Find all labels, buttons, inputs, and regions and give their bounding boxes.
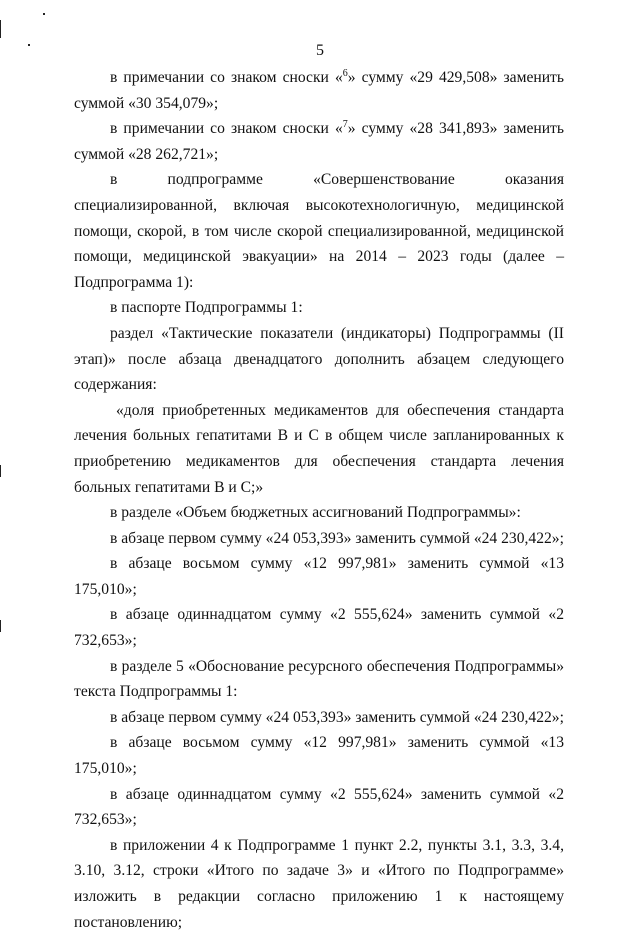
document-body xyxy=(74,65,564,935)
paragraph: раздел «Тактические показатели (индикаторы) Подпрограммы (II этап)» после абзаца двенадцатого дополнить абзацем следующего содержания: xyxy=(74,324,564,394)
paragraph: в абзаце первом сумму «24 053,393» заменить суммой «24 230,422»; xyxy=(110,529,564,547)
paragraph: в подпрограмме «Совершенствование оказания специализированной, включая высокотехнологичную, медицинской помощи, скорой, в том числе скорой специализированной, медицинской помощи, медицинской эвакуации» на 2014 – 2023 годы (далее – Подпрограмма 1): xyxy=(74,171,564,291)
paragraph: в абзаце одиннадцатом сумму «2 555,624» заменить суммой «2 732,653»; xyxy=(74,606,564,650)
scan-artifact xyxy=(0,620,1,632)
footnote-mark: 7 xyxy=(342,119,348,130)
paragraph: в абзаце восьмом сумму «12 997,981» заменить суммой «13 175,010»; xyxy=(74,555,564,598)
scan-artifact xyxy=(43,13,45,15)
paragraph: «доля приобретенных медикаментов для обеспечения стандарта лечения больных гепатитами В и С в общем числе запланированных к приобретению медикаментов для обеспечения стандарта лечения больных гепатитами В и С;» xyxy=(74,401,564,496)
scan-artifact xyxy=(0,20,1,38)
paragraph: в абзаце одиннадцатом сумму «2 555,624» заменить суммой «2 732,653»; xyxy=(74,785,564,829)
paragraph: в паспорте Подпрограммы 1: xyxy=(110,299,303,317)
footnote-mark: 6 xyxy=(342,67,348,79)
scan-artifact xyxy=(0,465,1,477)
paragraph: в абзаце первом сумму «24 053,393» заменить суммой «24 230,422»; xyxy=(110,708,564,726)
paragraph: в абзаце восьмом сумму «12 997,981» заменить суммой «13 175,010»; xyxy=(74,734,564,778)
paragraph: в приложении 4 к Подпрограмме 1 пункт 2.2, пункты 3.1, 3.3, 3.4, 3.10, 3.12, строки «Итого по задаче 3» и «Итого по Подпрограмме» изложить в редакции согласно приложению 1 к настоящему постановлению; xyxy=(74,836,564,931)
paragraph: в разделе «Объем бюджетных ассигнований Подпрограммы»: xyxy=(110,504,521,522)
paragraph: в разделе 5 «Обоснование ресурсного обеспечения Подпрограммы» текста Подпрограммы 1: xyxy=(74,657,564,701)
paragraph: в примечании со знаком сноски «$^6$» сумму «29 429,508» заменить суммой «30 354,079»; xyxy=(74,67,564,112)
page-number: 5 xyxy=(316,42,324,59)
paragraph: в примечании со знаком сноски «$^7$» сумму «28 341,893» заменить суммой «28 262,721»; xyxy=(74,119,564,163)
